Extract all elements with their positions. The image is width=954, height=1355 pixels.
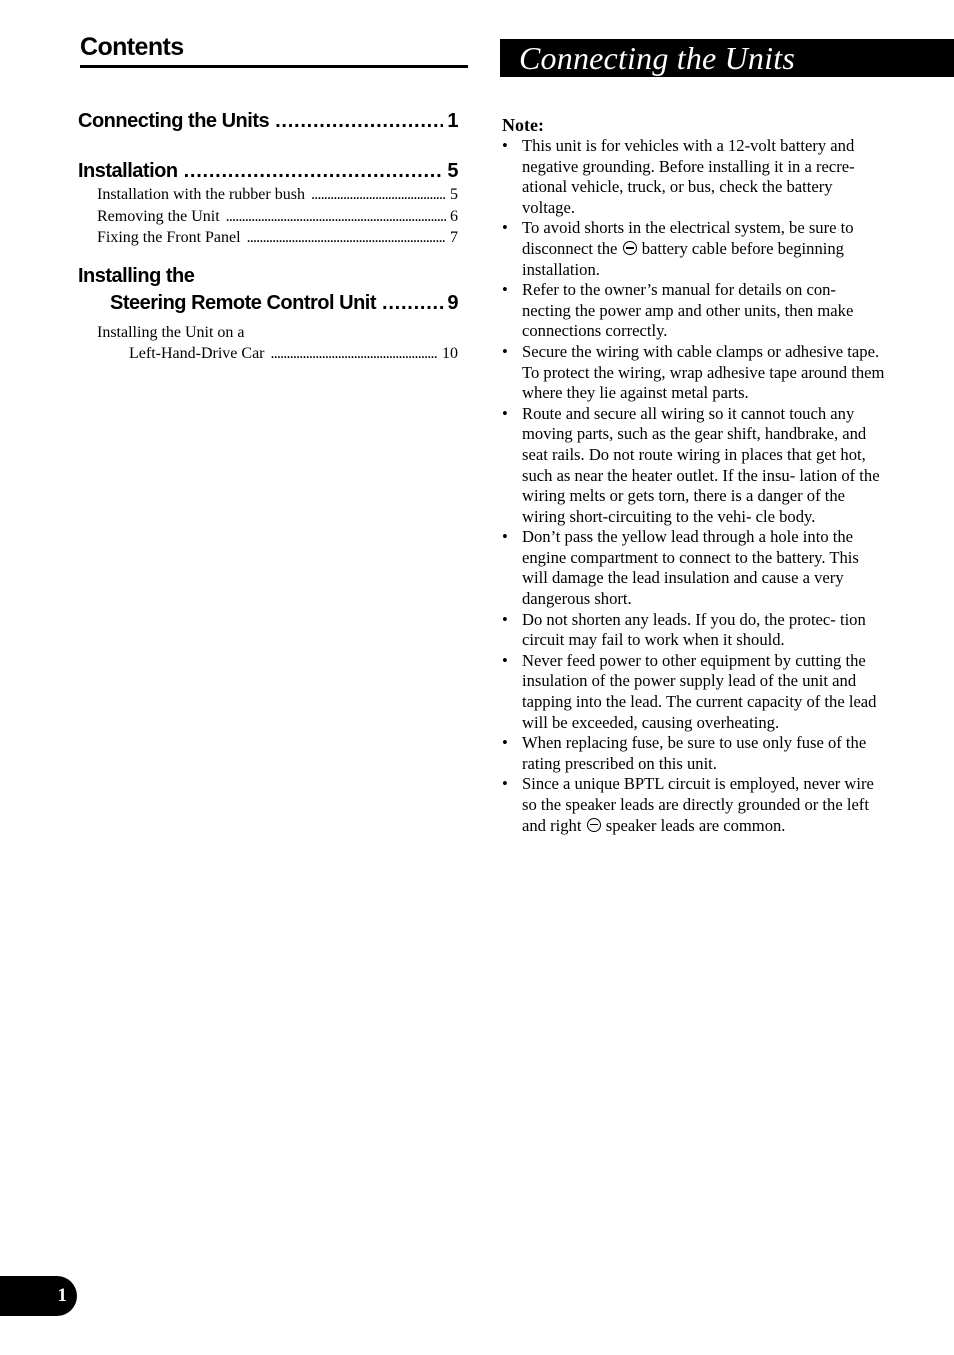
note-title: Note: (502, 115, 544, 135)
list-item: • Don’t pass the yellow lead through a hole into the engine compartment to connect to the battery. This will damage the lead insulation and cause a very dangerous short. (502, 527, 888, 609)
contents-heading: Contents (80, 32, 468, 68)
toc-entry-installing-unit-on[interactable]: Installing the Unit on a (97, 323, 245, 341)
toc-entry-page: 5 (447, 160, 458, 182)
toc-entry-label: Installation (78, 160, 178, 182)
toc-entry-steering-remote[interactable] (78, 290, 458, 316)
toc-entry-fixing-front-panel[interactable] (78, 227, 458, 249)
toc-leader (271, 343, 439, 365)
toc-entry-left-hand-drive[interactable] (78, 343, 458, 365)
toc-entry-installing-the[interactable]: Installing the (78, 264, 195, 287)
toc-entry-rubber-bush[interactable] (78, 184, 458, 206)
toc-leader (184, 158, 444, 184)
note-list (502, 136, 888, 836)
toc-entry-label: Steering Remote Control Unit (110, 291, 377, 314)
list-item: • This unit is for vehicles with a 12-volt battery and negative grounding. Before installing it in a recre- ational vehicle, truck, or bus, check the battery voltage. (502, 136, 888, 218)
toc-entry-label: Removing the Unit (97, 207, 220, 225)
toc-entry-page: 1 (447, 110, 458, 132)
notes-block (502, 114, 888, 836)
toc-entry-page: 10 (442, 345, 458, 362)
toc-entry-installation[interactable] (78, 158, 458, 184)
toc-leader (382, 290, 443, 316)
toc-entry-label: Fixing the Front Panel (97, 229, 241, 246)
table-of-contents (78, 108, 458, 365)
toc-entry-page: 7 (450, 229, 458, 246)
toc-leader (311, 184, 446, 206)
toc-entry-page: 9 (447, 291, 458, 314)
list-item: • Since a unique BPTL circuit is employed, never wire so the speaker leads are directly grounded or the left and right speaker leads are common. (502, 774, 888, 836)
toc-entry-page: 5 (450, 186, 458, 203)
toc-entry-removing-the-unit[interactable] (78, 206, 458, 228)
list-item: • Do not shorten any leads. If you do, the protec- tion circuit may fail to work when it should. (502, 610, 888, 651)
toc-entry-label: Connecting the Units (78, 110, 270, 132)
toc-entry-connecting-the-units[interactable] (78, 108, 458, 134)
list-item: • Refer to the owner’s manual for details on con- necting the power amp and other units, then make connections correctly. (502, 280, 888, 342)
list-item: • When replacing fuse, be sure to use only fuse of the rating prescribed on this unit. (502, 733, 888, 774)
negative-terminal-icon (587, 818, 601, 832)
toc-entry-label: Left-Hand-Drive Car (129, 345, 265, 362)
toc-leader (247, 227, 446, 249)
toc-leader (226, 206, 446, 228)
page-number: 1 (57, 1285, 67, 1306)
toc-entry-label: Installation with the rubber bush (97, 186, 305, 203)
toc-entry-page: 6 (450, 207, 458, 225)
list-item: • To avoid shorts in the electrical system, be sure to disconnect the battery cable before beginning installation. (502, 218, 888, 280)
negative-terminal-icon (623, 241, 637, 255)
list-item: • Never feed power to other equipment by cutting the insulation of the power supply lead of the unit and tapping into the lead. The current capacity of the lead will be exceeded, causing overheating. (502, 651, 888, 733)
section-title-banner: Connecting the Units (500, 39, 954, 77)
toc-leader (275, 108, 443, 134)
page-number-tab (0, 1276, 77, 1316)
list-item: • Route and secure all wiring so it cannot touch any moving parts, such as the gear shift, handbrake, and seat rails. Do not route wiring in places that get hot, such as near the heater outlet. If the insu- lation of the wiring melts or gets torn, there is a danger of the wiring short-circuiting to the vehi- cle body. (502, 404, 888, 528)
list-item: • Secure the wiring with cable clamps or adhesive tape. To protect the wiring, wrap adhesive tape around them where they lie against metal parts. (502, 342, 888, 404)
